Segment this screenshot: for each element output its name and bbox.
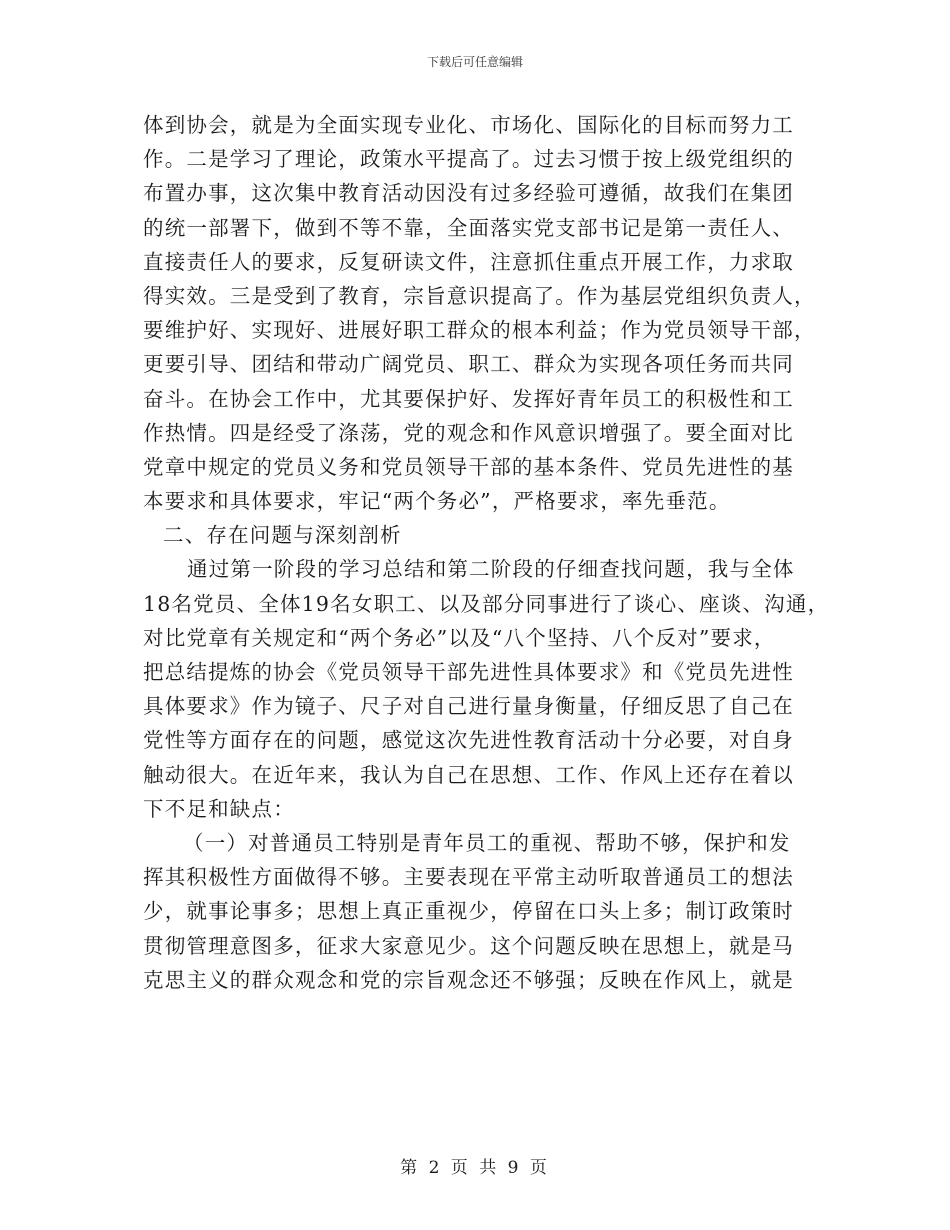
text-line: 对比党章有关规定和“两个务必”以及“八个坚持、八个反对”要求， — [143, 625, 776, 650]
text-line: 的统一部署下，做到不等不靠，全面落实党支部书记是第一责任人、 — [143, 215, 794, 240]
text-line: 18名党员、全体19名女职工、以及部分同事进行了谈心、座谈、沟通， — [143, 591, 830, 616]
text-line: 直接责任人的要求，反复研读文件，注意抓住重点开展工作，力求取 — [143, 249, 794, 274]
page-header: 下载后可任意编辑 — [426, 55, 523, 69]
text-line: 挥其积极性方面做得不够。主要表现在平常主动听取普通员工的想法 — [143, 865, 794, 890]
text-line: 贯彻管理意图多，征求大家意见少。这个问题反映在思想上，就是马 — [143, 933, 794, 958]
text-line: 作。二是学习了理论，政策水平提高了。过去习惯于按上级党组织的 — [143, 147, 794, 172]
text-line: 克思主义的群众观念和党的宗旨观念还不够强；反映在作风上，就是 — [143, 967, 794, 992]
body-text — [143, 108, 830, 997]
text-line: 把总结提炼的协会《党员领导干部先进性具体要求》和《党员先进性 — [143, 660, 794, 684]
text-line: 得实效。三是受到了教育，宗旨意识提高了。作为基层党组织负责人， — [143, 283, 816, 308]
text-line: 党性等方面存在的问题，感觉这次先进性教育活动十分必要，对自身 — [143, 728, 794, 753]
text-line: 作热情。四是经受了涤荡，党的观念和作风意识增强了。要全面对比 — [143, 420, 794, 445]
text-line: 体到协会，就是为全面实现专业化、市场化、国际化的目标而努力工 — [143, 113, 794, 137]
text-line: 下不足和缺点： — [143, 796, 295, 821]
text-line: 奋斗。在协会工作中，尤其要保护好、发挥好青年员工的积极性和工 — [143, 386, 794, 411]
text-line: 要维护好、实现好、进展好职工群众的根本利益；作为党员领导干部， — [143, 318, 816, 343]
text-line: 通过第一阶段的学习总结和第二阶段的仔细查找问题，我与全体 — [187, 557, 795, 582]
text-line: 触动很大。在近年来，我认为自己在思想、工作、作风上还存在着以 — [143, 762, 794, 787]
page-number: 第 2 页 共 9 页 — [400, 1158, 550, 1178]
section-heading: 二、存在问题与深刻剖析 — [163, 523, 402, 548]
text-line: 党章中规定的党员义务和党员领导干部的基本条件、党员先进性的基 — [143, 454, 794, 479]
text-line: 少，就事论事多；思想上真正重视少，停留在口头上多；制订政策时 — [143, 899, 794, 924]
text-line: 具体要求》作为镜子、尺子对自己进行量身衡量，仔细反思了自己在 — [143, 694, 794, 719]
subsection-line: （一）对普通员工特别是青年员工的重视、帮助不够，保护和发 — [183, 830, 791, 855]
text-line: 本要求和具体要求，牢记“两个务必”，严格要求，率先垂范。 — [143, 489, 731, 514]
text-line: 布置办事，这次集中教育活动因没有过多经验可遵循，故我们在集团 — [143, 181, 794, 206]
text-line: 更要引导、团结和带动广阔党员、职工、群众为实现各项任务而共同 — [143, 352, 794, 377]
